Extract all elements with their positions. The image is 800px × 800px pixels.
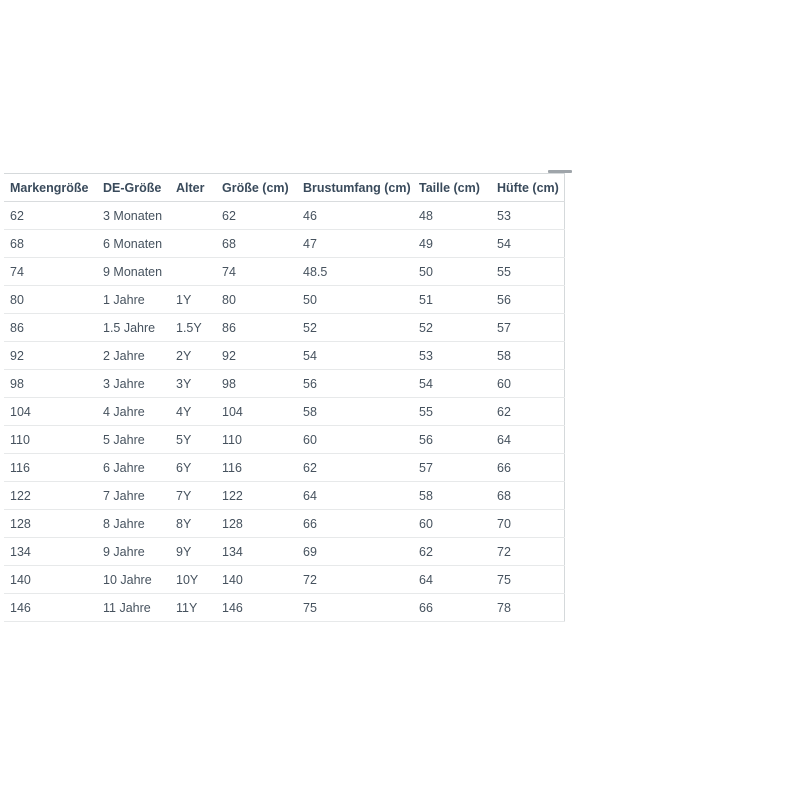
table-cell-de-groesse: 4 Jahre [103,404,145,419]
table-cell-markengroesse: 146 [10,600,31,615]
table-cell-huefte-cm: 55 [497,264,511,279]
table-cell-alter: 2Y [176,348,192,363]
table-cell-brustumfang-cm: 75 [303,600,317,615]
table-row [4,370,564,398]
table-cell-brustumfang-cm: 62 [303,460,317,475]
table-cell-groesse-cm: 80 [222,292,236,307]
table-cell-brustumfang-cm: 46 [303,208,317,223]
table-cell-markengroesse: 98 [10,376,24,391]
table-cell-taille-cm: 55 [419,404,433,419]
table-cell-brustumfang-cm: 56 [303,376,317,391]
table-cell-groesse-cm: 116 [222,460,242,475]
table-row [4,230,564,258]
table-cell-alter: 9Y [176,544,192,559]
table-cell-de-groesse: 5 Jahre [103,432,145,447]
table-cell-groesse-cm: 146 [222,600,243,615]
table-cell-brustumfang-cm: 64 [303,488,317,503]
table-cell-alter [176,202,222,230]
table-cell-brustumfang-cm: 66 [303,516,317,531]
table-cell-alter: 4Y [176,404,192,419]
table-cell-markengroesse: 80 [10,292,24,307]
table-cell-markengroesse: 92 [10,348,24,363]
table-cell-groesse-cm: 74 [222,264,236,279]
table-cell-brustumfang-cm: 47 [303,236,317,251]
table-cell-alter: 6Y [176,460,192,475]
table-cell-alter: 7Y [176,488,192,503]
table-cell-huefte-cm: 75 [497,572,511,587]
table-cell-de-groesse: 3 Monaten [103,208,163,223]
table-cell-taille-cm: 48 [419,208,433,223]
table-cell-markengroesse: 116 [10,460,30,475]
table-row [4,342,564,370]
table-row [4,566,564,594]
table-cell-groesse-cm: 110 [222,432,242,447]
table-cell-taille-cm: 58 [419,488,433,503]
table-cell-de-groesse: 8 Jahre [103,516,145,531]
table-cell-taille-cm: 57 [419,460,433,475]
table-cell-markengroesse: 68 [10,236,24,251]
table-cell-taille-cm: 50 [419,264,433,279]
table-cell-de-groesse: 3 Jahre [103,376,145,391]
table-cell-groesse-cm: 98 [222,376,236,391]
table-cell-huefte-cm: 53 [497,208,511,223]
table-cell-de-groesse: 1.5 Jahre [103,320,156,335]
table-cell-groesse-cm: 128 [222,516,243,531]
table-cell-de-groesse: 1 Jahre [103,292,145,307]
table-body [4,202,564,622]
table-cell-brustumfang-cm: 72 [303,572,317,587]
table-cell-huefte-cm: 64 [497,432,511,447]
column-header-de-groesse: DE-Größe [103,180,162,195]
table-cell-huefte-cm: 70 [497,516,511,531]
column-header-taille-cm: Taille (cm) [419,180,480,195]
size-chart-table [4,173,565,622]
table-cell-alter [176,258,222,286]
table-row [4,258,564,286]
table-cell-brustumfang-cm: 52 [303,320,317,335]
table-row [4,510,564,538]
table-cell-taille-cm: 53 [419,348,433,363]
table-cell-taille-cm: 49 [419,236,433,251]
table-cell-alter: 3Y [176,376,192,391]
table-cell-markengroesse: 86 [10,320,24,335]
table-cell-huefte-cm: 66 [497,460,511,475]
table-cell-de-groesse: 10 Jahre [103,572,152,587]
table-cell-de-groesse: 6 Jahre [103,460,145,475]
column-header-groesse-cm: Größe (cm) [222,180,289,195]
table-cell-groesse-cm: 92 [222,348,236,363]
header-row [4,174,564,202]
table-row [4,398,564,426]
table-cell-huefte-cm: 54 [497,236,511,251]
table-cell-brustumfang-cm: 48.5 [303,264,328,279]
table-cell-taille-cm: 52 [419,320,433,335]
table-cell-brustumfang-cm: 50 [303,292,317,307]
table-cell-groesse-cm: 86 [222,320,236,335]
table-cell-alter: 10Y [176,572,199,587]
table-cell-taille-cm: 64 [419,572,433,587]
table-cell-taille-cm: 54 [419,376,433,391]
table-row [4,286,564,314]
table-cell-huefte-cm: 68 [497,488,511,503]
table-cell-brustumfang-cm: 58 [303,404,317,419]
table-row [4,454,564,482]
table-cell-huefte-cm: 56 [497,292,511,307]
table-cell-de-groesse: 7 Jahre [103,488,145,503]
table-cell-groesse-cm: 122 [222,488,243,503]
table-cell-groesse-cm: 68 [222,236,236,251]
table-cell-taille-cm: 60 [419,516,433,531]
table-row [4,314,564,342]
table-row [4,594,564,622]
table-cell-markengroesse: 140 [10,572,31,587]
table-cell-huefte-cm: 57 [497,320,511,335]
table-cell-alter: 11Y [176,600,198,615]
table-cell-de-groesse: 2 Jahre [103,348,145,363]
table-cell-markengroesse: 110 [10,432,30,447]
table-cell-groesse-cm: 104 [222,404,243,419]
column-header-huefte-cm: Hüfte (cm) [497,180,559,195]
table-cell-taille-cm: 56 [419,432,433,447]
table-cell-huefte-cm: 72 [497,544,511,559]
table-cell-alter: 5Y [176,432,192,447]
table-cell-brustumfang-cm: 60 [303,432,317,447]
table-cell-taille-cm: 51 [419,292,433,307]
table-cell-huefte-cm: 62 [497,404,511,419]
table-cell-groesse-cm: 62 [222,208,236,223]
table-cell-markengroesse: 128 [10,516,31,531]
table-cell-alter: 1.5Y [176,320,202,335]
column-header-markengroesse: Markengröße [10,180,89,195]
table-cell-de-groesse: 9 Jahre [103,544,145,559]
table-row [4,482,564,510]
table-cell-alter: 8Y [176,516,192,531]
table-cell-brustumfang-cm: 54 [303,348,317,363]
table-cell-markengroesse: 62 [10,208,24,223]
table-cell-alter [176,230,222,258]
table-cell-huefte-cm: 78 [497,600,511,615]
size-chart-container [4,173,567,622]
table-cell-huefte-cm: 58 [497,348,511,363]
table-cell-markengroesse: 104 [10,404,31,419]
table-row [4,538,564,566]
column-header-alter: Alter [176,180,205,195]
table-row [4,202,564,230]
table-cell-alter: 1Y [176,292,192,307]
table-cell-taille-cm: 66 [419,600,433,615]
table-cell-huefte-cm: 60 [497,376,511,391]
table-cell-de-groesse: 6 Monaten [103,236,163,251]
table-cell-groesse-cm: 140 [222,572,243,587]
table-cell-markengroesse: 74 [10,264,24,279]
table-cell-markengroesse: 134 [10,544,31,559]
table-cell-groesse-cm: 134 [222,544,243,559]
table-cell-de-groesse: 11 Jahre [103,600,151,615]
column-header-brustumfang-cm: Brustumfang (cm) [303,180,411,195]
table-cell-markengroesse: 122 [10,488,31,503]
table-cell-brustumfang-cm: 69 [303,544,317,559]
table-row [4,426,564,454]
table-cell-de-groesse: 9 Monaten [103,264,163,279]
table-cell-taille-cm: 62 [419,544,433,559]
